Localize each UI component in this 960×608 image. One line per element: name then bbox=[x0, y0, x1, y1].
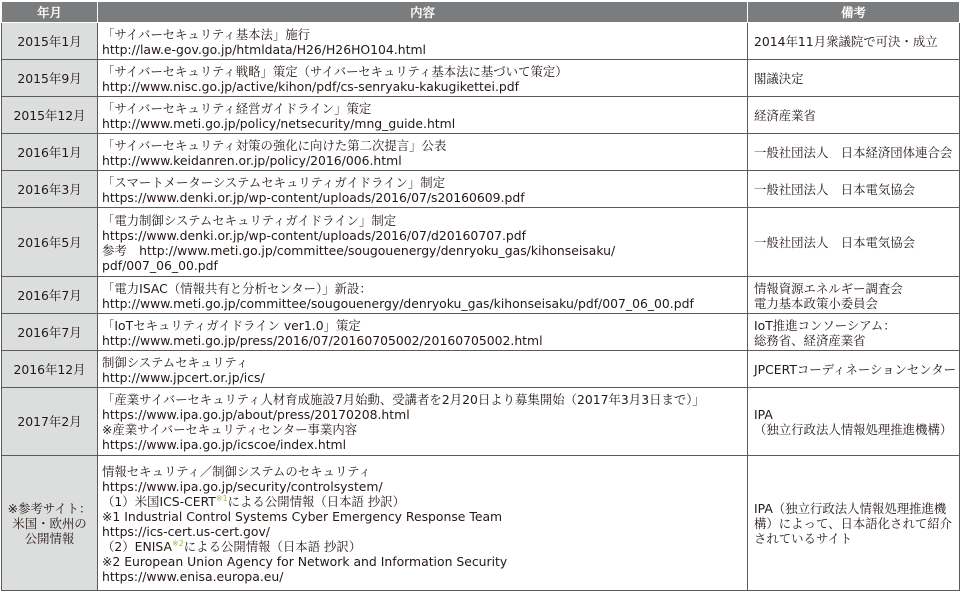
content-cell bbox=[98, 60, 748, 97]
content-url-continuation[interactable]: pdf/007_06_00.pdf bbox=[102, 257, 218, 273]
header-note: 備考 bbox=[748, 2, 960, 23]
footnote-mark: ※2 bbox=[172, 538, 184, 548]
date-cell: 2015年1月 bbox=[2, 23, 98, 60]
date-line: 米国・欧州の bbox=[12, 515, 87, 531]
content-title: 「サイバーセキュリティ基本法」施行 bbox=[102, 26, 311, 42]
content-url[interactable]: https://www.ipa.go.jp/security/controlsystem/ bbox=[102, 478, 383, 494]
note-text: 総務省、経済産業省 bbox=[754, 332, 866, 348]
content-url[interactable]: http://www.meti.go.jp/committee/sougouenergy/denryoku_gas/kihonseisaku/pdf/007_06_00.pdf bbox=[102, 295, 694, 311]
item-prefix: （1）米国ICS-CERT bbox=[102, 493, 216, 509]
note-text: 一般社団法人 日本経済団体連合会 bbox=[754, 145, 953, 160]
table-row bbox=[2, 456, 960, 591]
content-url[interactable]: http://www.jpcert.or.jp/ics/ bbox=[102, 369, 265, 385]
note-text: 経済産業省 bbox=[754, 108, 816, 123]
note-cell bbox=[748, 351, 960, 388]
note-cell bbox=[748, 171, 960, 208]
content-cell bbox=[98, 171, 748, 208]
content-cell bbox=[98, 134, 748, 171]
table-row bbox=[2, 314, 960, 351]
header-content: 内容 bbox=[98, 2, 748, 23]
note-text: されているサイト bbox=[754, 531, 853, 546]
content-item-ics-cert bbox=[102, 494, 743, 509]
note-cell bbox=[748, 208, 960, 277]
date-cell: 2016年12月 bbox=[2, 351, 98, 388]
note-cell bbox=[748, 314, 960, 351]
date-cell: 2016年1月 bbox=[2, 134, 98, 171]
item-suffix: による公開情報（日本語 抄訳） bbox=[183, 538, 362, 554]
content-url[interactable]: http://law.e-gov.go.jp/htmldata/H26/H26HO104.html bbox=[102, 41, 426, 57]
note-cell bbox=[748, 60, 960, 97]
content-url[interactable]: https://ics-cert.us-cert.gov/ bbox=[102, 523, 270, 539]
header-date: 年月 bbox=[2, 2, 98, 23]
content-title: 制御システムセキュリティ bbox=[102, 354, 249, 370]
item-suffix: による公開情報（日本語 抄訳） bbox=[227, 493, 406, 509]
date-cell: 2016年3月 bbox=[2, 171, 98, 208]
content-url[interactable]: https://www.ipa.go.jp/about/press/20170208.html bbox=[102, 407, 410, 422]
content-title: 「電力制御システムセキュリティガイドライン」制定 bbox=[102, 212, 397, 228]
table-row bbox=[2, 351, 960, 388]
date-cell: 2016年5月 bbox=[2, 208, 98, 277]
table-row bbox=[2, 97, 960, 134]
table-row bbox=[2, 134, 960, 171]
note-cell bbox=[748, 134, 960, 171]
footnote-text: ※1 Industrial Control Systems Cyber Emergency Response Team bbox=[102, 508, 503, 524]
content-title: 「スマートメーターシステムセキュリティガイドライン」制定 bbox=[102, 174, 446, 190]
content-url[interactable]: https://www.denki.or.jp/wp-content/uploads/2016/07/s20160609.pdf bbox=[102, 189, 525, 205]
note-text: JPCERTコーディネーションセンター bbox=[754, 362, 956, 377]
content-title: 「電力ISAC（情報共有と分析センター）」新設： bbox=[102, 280, 372, 296]
note-cell bbox=[748, 23, 960, 60]
date-cell: 2015年9月 bbox=[2, 60, 98, 97]
note-text: 一般社団法人 日本電気協会 bbox=[754, 235, 916, 250]
content-subtitle: ※産業サイバーセキュリティセンター事業内容 bbox=[102, 422, 358, 437]
content-cell bbox=[98, 388, 748, 456]
content-title: 「サイバーセキュリティ戦略」策定（サイバーセキュリティ基本法に基づいて策定） bbox=[102, 63, 568, 79]
content-url[interactable]: http://www.keidanren.or.jp/policy/2016/006.html bbox=[102, 152, 402, 168]
date-line: ※参考サイト： bbox=[7, 500, 92, 516]
content-cell bbox=[98, 456, 748, 591]
note-text: 閣議決定 bbox=[754, 71, 804, 86]
date-cell: 2017年2月 bbox=[2, 388, 98, 456]
note-cell bbox=[748, 97, 960, 134]
note-text: IPA（独立行政法人情報処理推進機 bbox=[754, 501, 947, 516]
footnote-text: ※2 European Union Agency for Network and Information Security bbox=[102, 553, 508, 569]
date-cell: 2015年12月 bbox=[2, 97, 98, 134]
content-reference-url[interactable]: 参考 http://www.meti.go.jp/committee/sougouenergy/denryoku_gas/kihonseisaku/ bbox=[102, 242, 616, 258]
note-text: IoT推進コンソーシアム： bbox=[754, 317, 896, 333]
table-row bbox=[2, 23, 960, 60]
date-cell bbox=[2, 456, 98, 591]
content-cell bbox=[98, 351, 748, 388]
table-row bbox=[2, 388, 960, 456]
table-row bbox=[2, 277, 960, 314]
note-text: 電力基本政策小委員会 bbox=[754, 295, 878, 311]
table-row bbox=[2, 171, 960, 208]
note-text: IPA bbox=[754, 407, 773, 422]
content-url[interactable]: https://www.enisa.europa.eu/ bbox=[102, 568, 284, 584]
note-text: 構）によって、日本語化されて紹介 bbox=[754, 516, 953, 531]
note-cell bbox=[748, 456, 960, 591]
content-item-enisa bbox=[102, 539, 743, 554]
date-cell: 2016年7月 bbox=[2, 314, 98, 351]
item-prefix: （2）ENISA bbox=[102, 538, 172, 554]
content-url[interactable]: https://www.ipa.go.jp/icscoe/index.html bbox=[102, 437, 347, 452]
table-row bbox=[2, 60, 960, 97]
note-text: 情報資源エネルギー調査会 bbox=[754, 280, 903, 296]
date-line: 公開情報 bbox=[24, 530, 75, 546]
note-text: 2014年11月衆議院で可決・成立 bbox=[754, 34, 938, 49]
content-url[interactable]: http://www.meti.go.jp/press/2016/07/20160705002/20160705002.html bbox=[102, 332, 543, 348]
table-row bbox=[2, 208, 960, 277]
note-text: （独立行政法人情報処理推進機構） bbox=[754, 422, 953, 437]
note-text: 一般社団法人 日本電気協会 bbox=[754, 182, 916, 197]
policy-timeline-table bbox=[1, 1, 960, 591]
content-url[interactable]: https://www.denki.or.jp/wp-content/uploads/2016/07/d20160707.pdf bbox=[102, 227, 526, 243]
content-cell bbox=[98, 277, 748, 314]
content-cell bbox=[98, 23, 748, 60]
content-url[interactable]: http://www.meti.go.jp/policy/netsecurity/mng_guide.html bbox=[102, 115, 456, 131]
note-cell bbox=[748, 277, 960, 314]
note-cell bbox=[748, 388, 960, 456]
content-cell bbox=[98, 208, 748, 277]
content-url[interactable]: http://www.nisc.go.jp/active/kihon/pdf/cs-senryaku-kakugikettei.pdf bbox=[102, 78, 519, 94]
content-title: 「サイバーセキュリティ対策の強化に向けた第二次提言」公表 bbox=[102, 137, 447, 153]
header-row bbox=[2, 2, 960, 23]
date-cell: 2016年7月 bbox=[2, 277, 98, 314]
content-title: 情報セキュリティ／制御システムのセキュリティ bbox=[102, 463, 371, 479]
footnote-mark: ※1 bbox=[215, 493, 228, 503]
content-cell bbox=[98, 97, 748, 134]
content-cell bbox=[98, 314, 748, 351]
content-title: 「IoTセキュリティガイドライン ver1.0」策定 bbox=[102, 317, 361, 333]
content-title: 「産業サイバーセキュリティ人材育成施設7月始動、受講者を2月20日より募集開始（2017年3月3日まで）」 bbox=[102, 392, 705, 407]
content-title: 「サイバーセキュリティ経営ガイドライン」策定 bbox=[102, 100, 372, 116]
